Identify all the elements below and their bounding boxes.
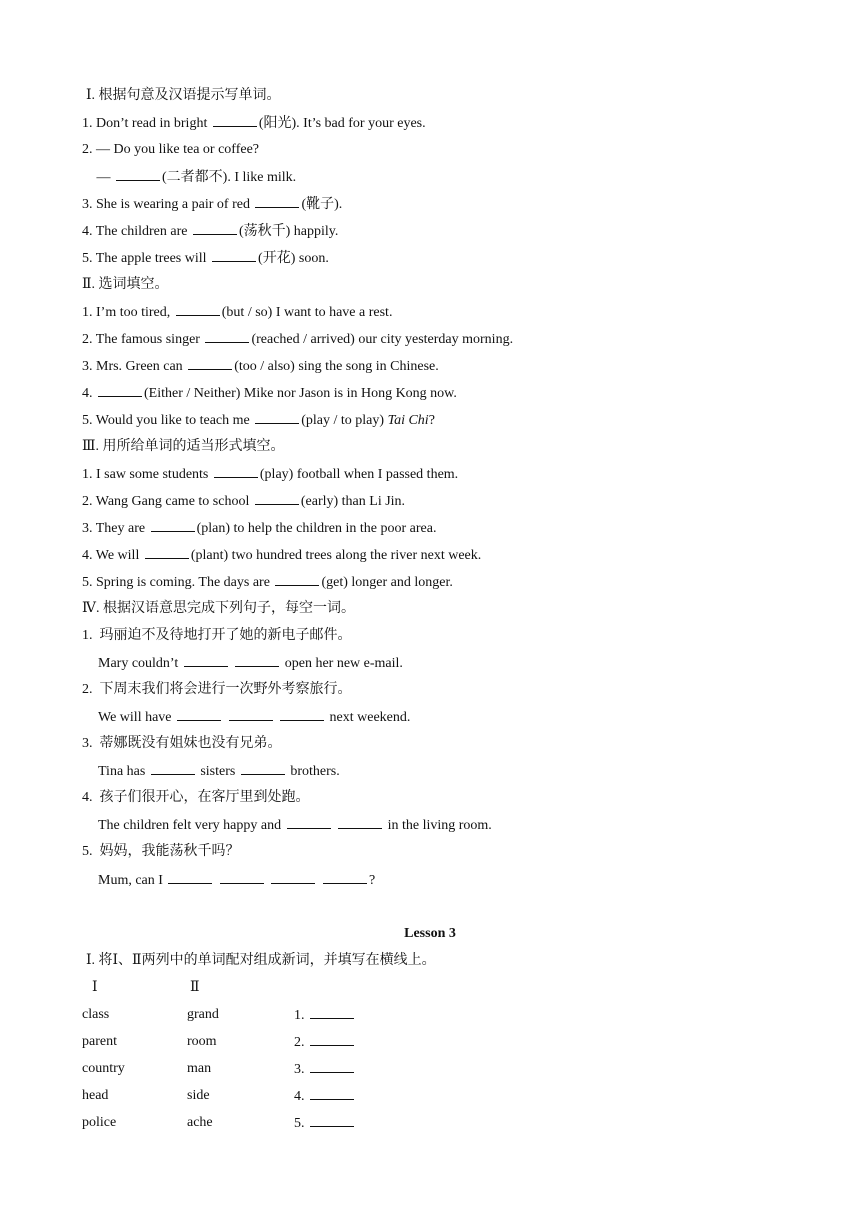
- lesson-heading: Ⅰ. 将Ⅰ、Ⅱ两列中的单词配对组成新词，并填写在横线上。: [86, 953, 436, 968]
- answer-blank[interactable]: [220, 871, 264, 884]
- s2-question-2: 2. The famous singer (reached / arrived) our city yesterday morning.: [82, 332, 514, 347]
- s3-question-5: 5. Spring is coming. The days are (get) longer and longer.: [82, 575, 453, 590]
- s2-question-3: 3. Mrs. Green can (too / also) sing the song in Chinese.: [82, 359, 439, 374]
- answer-blank[interactable]: [214, 465, 258, 478]
- s1-question-3: 3. She is wearing a pair of red (靴子).: [82, 197, 343, 212]
- s2-question-1: 1. I’m too tired, (but / so) I want to have a rest.: [82, 305, 393, 320]
- answer-blank[interactable]: [287, 816, 331, 829]
- s1-question-5: 5. The apple trees will (开花) soon.: [82, 251, 329, 266]
- answer-line-3: 3.: [294, 1060, 356, 1079]
- s4-question-3: Tina has sisters brothers.: [98, 764, 340, 779]
- answer-blank[interactable]: [241, 762, 285, 775]
- s4-question-1-chinese: 1. 玛丽迫不及待地打开了她的新电子邮件。: [82, 628, 352, 643]
- answer-blank[interactable]: [310, 1087, 354, 1100]
- column-2-word: grand: [187, 1007, 219, 1022]
- s1-question-2: 2. — Do you like tea or coffee?: [82, 142, 260, 157]
- answer-line-1: 1.: [294, 1006, 356, 1025]
- answer-blank[interactable]: [235, 654, 279, 667]
- section2-heading: Ⅱ. 选词填空。: [82, 277, 169, 292]
- answer-blank[interactable]: [255, 492, 299, 505]
- column-1-word: class: [82, 1007, 110, 1022]
- s4-question-2-chinese: 2. 下周末我们将会进行一次野外考察旅行。: [82, 682, 352, 697]
- answer-blank[interactable]: [275, 573, 319, 586]
- column-1-word: parent: [82, 1034, 117, 1049]
- answer-blank[interactable]: [338, 816, 382, 829]
- answer-blank[interactable]: [98, 384, 142, 397]
- s3-question-1: 1. I saw some students (play) football when I passed them.: [82, 467, 459, 482]
- s3-question-4: 4. We will (plant) two hundred trees along the river next week.: [82, 548, 482, 563]
- s4-question-4: The children felt very happy and in the living room.: [98, 818, 492, 833]
- answer-blank[interactable]: [184, 654, 228, 667]
- s3-question-2: 2. Wang Gang came to school (early) than Li Jin.: [82, 494, 406, 509]
- answer-blank[interactable]: [255, 411, 299, 424]
- section4-heading: Ⅳ. 根据汉语意思完成下列句子，每空一词。: [82, 601, 355, 616]
- answer-blank[interactable]: [168, 871, 212, 884]
- answer-blank[interactable]: [229, 708, 273, 721]
- s1-question-2-reply: — (二者都不). I like milk.: [86, 170, 297, 185]
- column-1-word: police: [82, 1115, 117, 1130]
- answer-blank[interactable]: [176, 303, 220, 316]
- answer-blank[interactable]: [145, 546, 189, 559]
- column-1-header: Ⅰ: [92, 980, 98, 995]
- s4-question-5: Mum, can I ?: [98, 873, 376, 888]
- answer-blank[interactable]: [310, 1114, 354, 1127]
- answer-blank[interactable]: [177, 708, 221, 721]
- s3-question-3: 3. They are (plan) to help the children in the poor area.: [82, 521, 437, 536]
- s4-question-3-chinese: 3. 蒂娜既没有姐妹也没有兄弟。: [82, 736, 282, 751]
- answer-blank[interactable]: [116, 168, 160, 181]
- answer-line-2: 2.: [294, 1033, 356, 1052]
- s2-question-5: 5. Would you like to teach me (play / to play) Tai Chi?: [82, 413, 435, 428]
- s4-question-2: We will have next weekend.: [98, 710, 411, 725]
- column-2-word: man: [187, 1061, 212, 1076]
- column-2-word: ache: [187, 1115, 213, 1130]
- answer-blank[interactable]: [151, 762, 195, 775]
- lesson-title: Lesson 3: [404, 926, 456, 941]
- answer-blank[interactable]: [212, 249, 256, 262]
- s1-question-1: 1. Don’t read in bright (阳光). It’s bad for your eyes.: [82, 116, 426, 131]
- column-1-word: head: [82, 1088, 109, 1103]
- answer-blank[interactable]: [193, 222, 237, 235]
- answer-blank[interactable]: [188, 357, 232, 370]
- column-1-word: country: [82, 1061, 125, 1076]
- answer-blank[interactable]: [151, 519, 195, 532]
- answer-blank[interactable]: [205, 330, 249, 343]
- s4-question-1: Mary couldn’t open her new e-mail.: [98, 656, 403, 671]
- s4-question-4-chinese: 4. 孩子们很开心，在客厅里到处跑。: [82, 790, 310, 805]
- column-2-header: Ⅱ: [190, 980, 200, 995]
- answer-line-4: 4.: [294, 1087, 356, 1106]
- s1-question-4: 4. The children are (荡秋千) happily.: [82, 224, 339, 239]
- column-2-word: room: [187, 1034, 217, 1049]
- answer-blank[interactable]: [310, 1033, 354, 1046]
- answer-blank[interactable]: [271, 871, 315, 884]
- section3-heading: Ⅲ. 用所给单词的适当形式填空。: [82, 439, 285, 454]
- section1-heading: Ⅰ. 根据句意及汉语提示写单词。: [86, 88, 281, 103]
- answer-blank[interactable]: [255, 195, 299, 208]
- s4-question-5-chinese: 5. 妈妈，我能荡秋千吗？: [82, 844, 240, 859]
- answer-blank[interactable]: [323, 871, 367, 884]
- column-2-word: side: [187, 1088, 210, 1103]
- answer-blank[interactable]: [280, 708, 324, 721]
- answer-line-5: 5.: [294, 1114, 356, 1133]
- answer-blank[interactable]: [310, 1006, 354, 1019]
- answer-blank[interactable]: [213, 114, 257, 127]
- answer-blank[interactable]: [310, 1060, 354, 1073]
- s2-question-4: 4. (Either / Neither) Mike nor Jason is in Hong Kong now.: [82, 386, 457, 401]
